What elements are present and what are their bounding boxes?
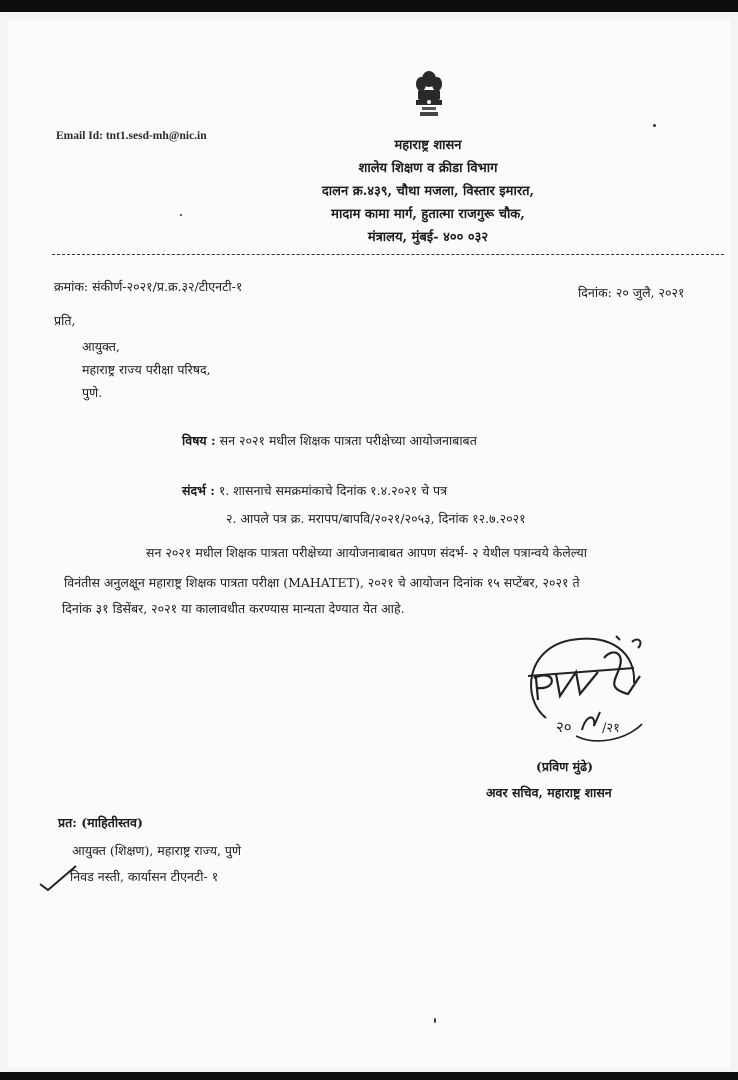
top-black-bar	[0, 0, 738, 12]
copy-to-line: आयुक्त (शिक्षण), महाराष्ट्र राज्य, पुणे	[72, 843, 242, 858]
paper-speck	[180, 214, 182, 216]
references-label: संदर्भ :	[182, 483, 215, 498]
subject-label: विषय :	[182, 433, 216, 448]
subject-line	[182, 432, 477, 449]
address-line-department: शालेय शिक्षण व क्रीडा विभाग	[358, 161, 498, 176]
recipient-line: महाराष्ट्र राज्य परीक्षा परिषद,	[82, 362, 211, 377]
state-emblem-icon	[412, 70, 446, 122]
body-line: सन २०२१ मधील शिक्षक पात्रता परीक्षेच्या आयोजनाबाबत आपण संदर्भ- २ येथील पत्रान्वये केलेल्या	[146, 545, 587, 560]
signatory-designation: अवर सचिव, महाराष्ट्र शासन	[486, 785, 612, 800]
bottom-black-bar	[0, 1072, 738, 1080]
svg-text:/२१: /२१	[602, 721, 620, 736]
subject-text: सन २०२१ मधील शिक्षक पात्रता परीक्षेच्या आयोजनाबाबत	[215, 433, 477, 448]
reference-item-2: २. आपले पत्र क्र. मरापप/बापवि/२०२१/२०५३, दिनांक १२.७.२०२१	[226, 511, 526, 526]
recipient-line: आयुक्त,	[82, 339, 120, 354]
paper-speck	[653, 124, 656, 127]
copy-to-line: निवड नस्ती, कार्यासन टीएनटी- १	[70, 869, 219, 884]
copy-to-label: प्रत: (माहितीस्तव)	[58, 815, 143, 830]
recipient-prefix: प्रति,	[54, 313, 76, 328]
address-line-city: मंत्रालय, मुंबई- ४०० ०३२	[367, 230, 489, 245]
letter-page	[8, 20, 730, 1068]
address-line-government: महाराष्ट्र शासन	[394, 138, 462, 153]
office-address	[258, 134, 598, 249]
address-line-room: दालन क्र.४३९, चौथा मजला, विस्तार इमारत,	[321, 184, 535, 199]
recipient-line: पुणे.	[82, 385, 103, 400]
body-line: विनंतीस अनुलक्षून महाराष्ट्र शिक्षक पात्रता परीक्षा (MAHATET), २०२१ चे आयोजन दिनांक १५ सप्टेंबर, २०२१ ते	[64, 575, 580, 590]
reference-number: क्रमांक: संकीर्ण-२०२१/प्र.क्र.३२/टीएनटी-१	[54, 279, 243, 294]
header-divider	[52, 254, 724, 255]
svg-text:२०: २०	[556, 718, 572, 736]
letter-date: दिनांक: २० जुलै, २०२१	[578, 285, 685, 300]
email-id: Email Id: tnt1.sesd-mh@nic.in	[56, 130, 207, 142]
reference-item-1	[182, 482, 447, 499]
paper-speck	[434, 1018, 436, 1023]
signatory-name: (प्रविण मुंढे)	[536, 759, 594, 774]
address-line-road: मादाम कामा मार्ग, हुतात्मा राजगुरू चौक,	[331, 207, 525, 222]
reference-text-1: १. शासनाचे समक्रमांकाचे दिनांक १.४.२०२१ चे पत्र	[214, 483, 447, 498]
body-line: दिनांक ३१ डिसेंबर, २०२१ या कालावधीत करण्यास मान्यता देण्यात येत आहे.	[62, 601, 405, 616]
handwritten-signature	[516, 628, 666, 748]
